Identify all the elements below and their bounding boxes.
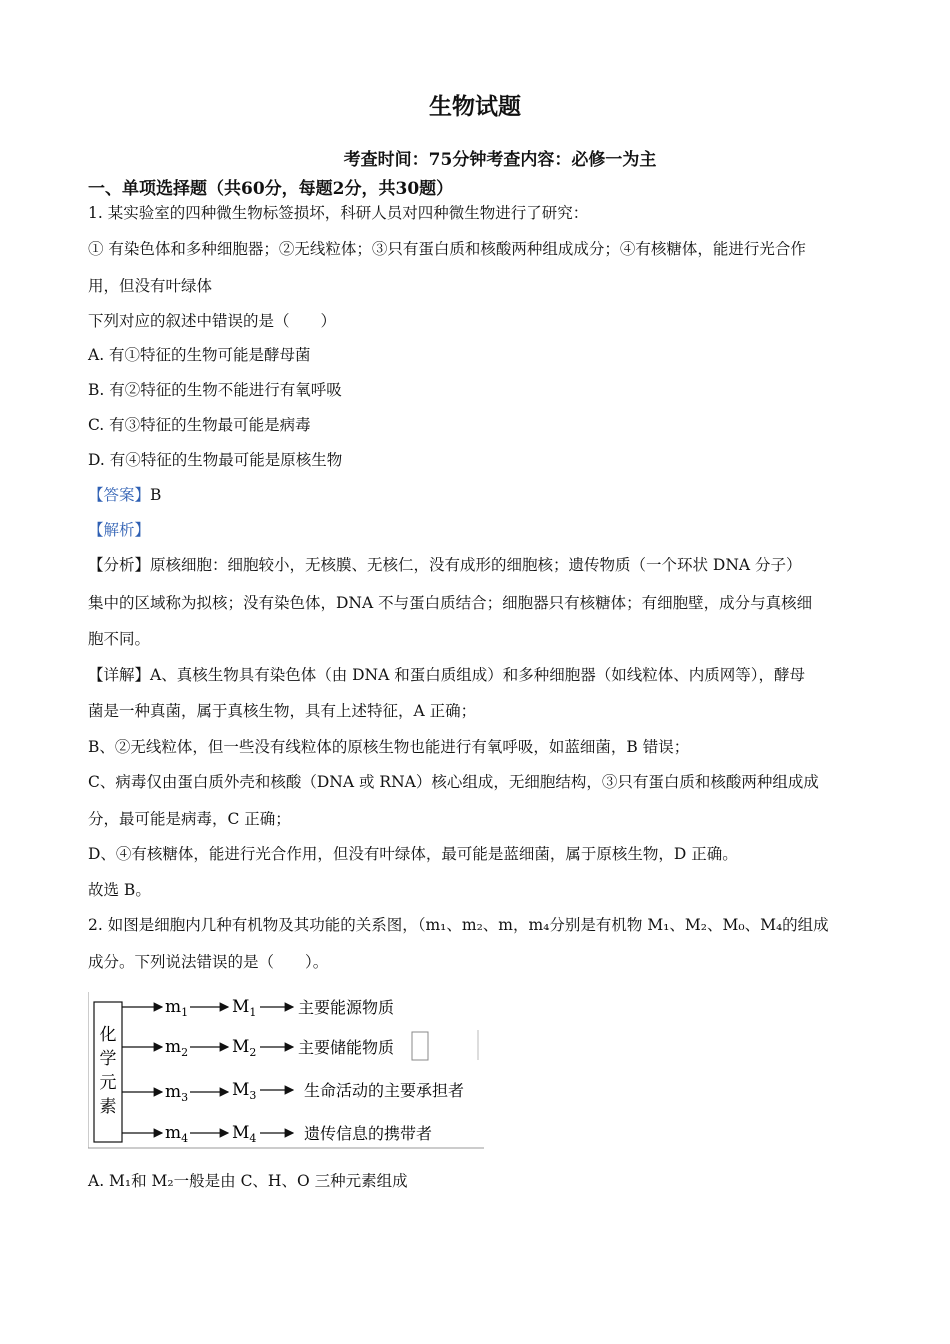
m2-label: $m_2$	[165, 1037, 189, 1059]
M3-label: $M_3$	[232, 1080, 257, 1102]
q1-question: 下列对应的叙述中错误的是（ ）	[88, 312, 337, 330]
q1-option-d: D. 有④特征的生物最可能是原核生物	[88, 451, 343, 469]
func-nucleic: 遗传信息的携带者	[304, 1124, 433, 1143]
analysis-line-2: 集中的区域称为拟核；没有染色体，DNA 不与蛋白质结合；细胞器只有核糖体；有细胞壁，成分与真核细	[88, 594, 813, 612]
elements-char-3: 元	[99, 1073, 117, 1093]
q2-stem: 2. 如图是细胞内几种有机物及其功能的关系图，（m₁、m₂、m，m₄分别是有机物 M₁、M₂、M₀、M₄的组成	[88, 916, 829, 934]
answer-label: 【答案】	[88, 486, 151, 504]
elements-box	[94, 1002, 122, 1142]
func-energy: 主要能源物质	[298, 998, 395, 1017]
answer-value: B	[150, 486, 162, 504]
exam-info: 考查时间：75分钟考查内容：必修一为主	[343, 150, 657, 170]
bracket-mark	[412, 1032, 428, 1060]
detail-line-6: D、④有核糖体，能进行光合作用，但没有叶绿体，最可能是蓝细菌，属于原核生物，D 正确。	[88, 845, 738, 863]
q1-features-cont: 用，但没有叶绿体	[88, 277, 213, 295]
diagram-row-1	[122, 997, 394, 1019]
func-storage: 主要储能物质	[298, 1038, 395, 1057]
page-title: 生物试题	[429, 93, 521, 120]
q1-option-a: A. 有①特征的生物可能是酵母菌	[88, 346, 311, 364]
detail-line-7: 故选 B。	[88, 881, 151, 899]
M1-label: $M_1$	[232, 997, 257, 1019]
q1-option-b: B. 有②特征的生物不能进行有氧呼吸	[88, 381, 342, 399]
analysis-line-1: 【分析】原核细胞：细胞较小，无核膜、无核仁，没有成形的细胞核；遗传物质（一个环状 DNA 分子）	[88, 556, 802, 574]
diagram-row-3	[122, 1080, 464, 1104]
m4-label: $m_4$	[165, 1123, 189, 1145]
M2-label: $M_2$	[232, 1037, 257, 1059]
q1-stem: 1. 某实验室的四种微生物标签损坏，科研人员对四种微生物进行了研究：	[88, 204, 589, 222]
detail-line-2: 菌是一种真菌，属于真核生物，具有上述特征，A 正确；	[88, 702, 477, 720]
q1-option-c: C. 有③特征的生物最可能是病毒	[88, 416, 311, 434]
q1-answer	[88, 484, 161, 506]
q2-option-a: A. M₁和 M₂一般是由 C、H、O 三种元素组成	[88, 1172, 408, 1190]
diagram-row-4	[122, 1123, 432, 1145]
q2-stem-cont: 成分。下列说法错误的是（ ）。	[88, 953, 329, 971]
q1-features: ① 有染色体和多种细胞器；②无线粒体；③只有蛋白质和核酸两种组成成分；④有核糖体，能进行光合作	[88, 240, 806, 258]
elements-char-2: 学	[99, 1049, 117, 1069]
diagram-row-2	[122, 1030, 478, 1060]
func-protein: 生命活动的主要承担者	[304, 1081, 465, 1100]
analysis-label: 【解析】	[88, 521, 151, 539]
detail-line-5: 分，最可能是病毒，C 正确；	[88, 810, 291, 828]
detail-line-1: 【详解】A、真核生物具有染色体（由 DNA 和蛋白质组成）和多种细胞器（如线粒体、内质网等），酵母	[88, 666, 805, 684]
analysis-line-3: 胞不同。	[88, 630, 151, 648]
elements-char-1: 化	[99, 1025, 117, 1045]
M4-label: $M_4$	[232, 1123, 257, 1145]
m3-label: $m_3$	[165, 1082, 189, 1104]
section-heading: 一、单项选择题（共60分，每题2分，共30题）	[88, 179, 454, 199]
m1-label: $m_1$	[165, 997, 189, 1019]
organic-matter-diagram	[88, 990, 488, 1150]
elements-char-4: 素	[99, 1097, 117, 1117]
detail-line-3: B、②无线粒体，但一些没有线粒体的原核生物也能进行有氧呼吸，如蓝细菌，B 错误；	[88, 738, 690, 756]
detail-line-4: C、病毒仅由蛋白质外壳和核酸（DNA 或 RNA）核心组成，无细胞结构，③只有蛋白质和核酸两种组成成	[88, 773, 819, 791]
